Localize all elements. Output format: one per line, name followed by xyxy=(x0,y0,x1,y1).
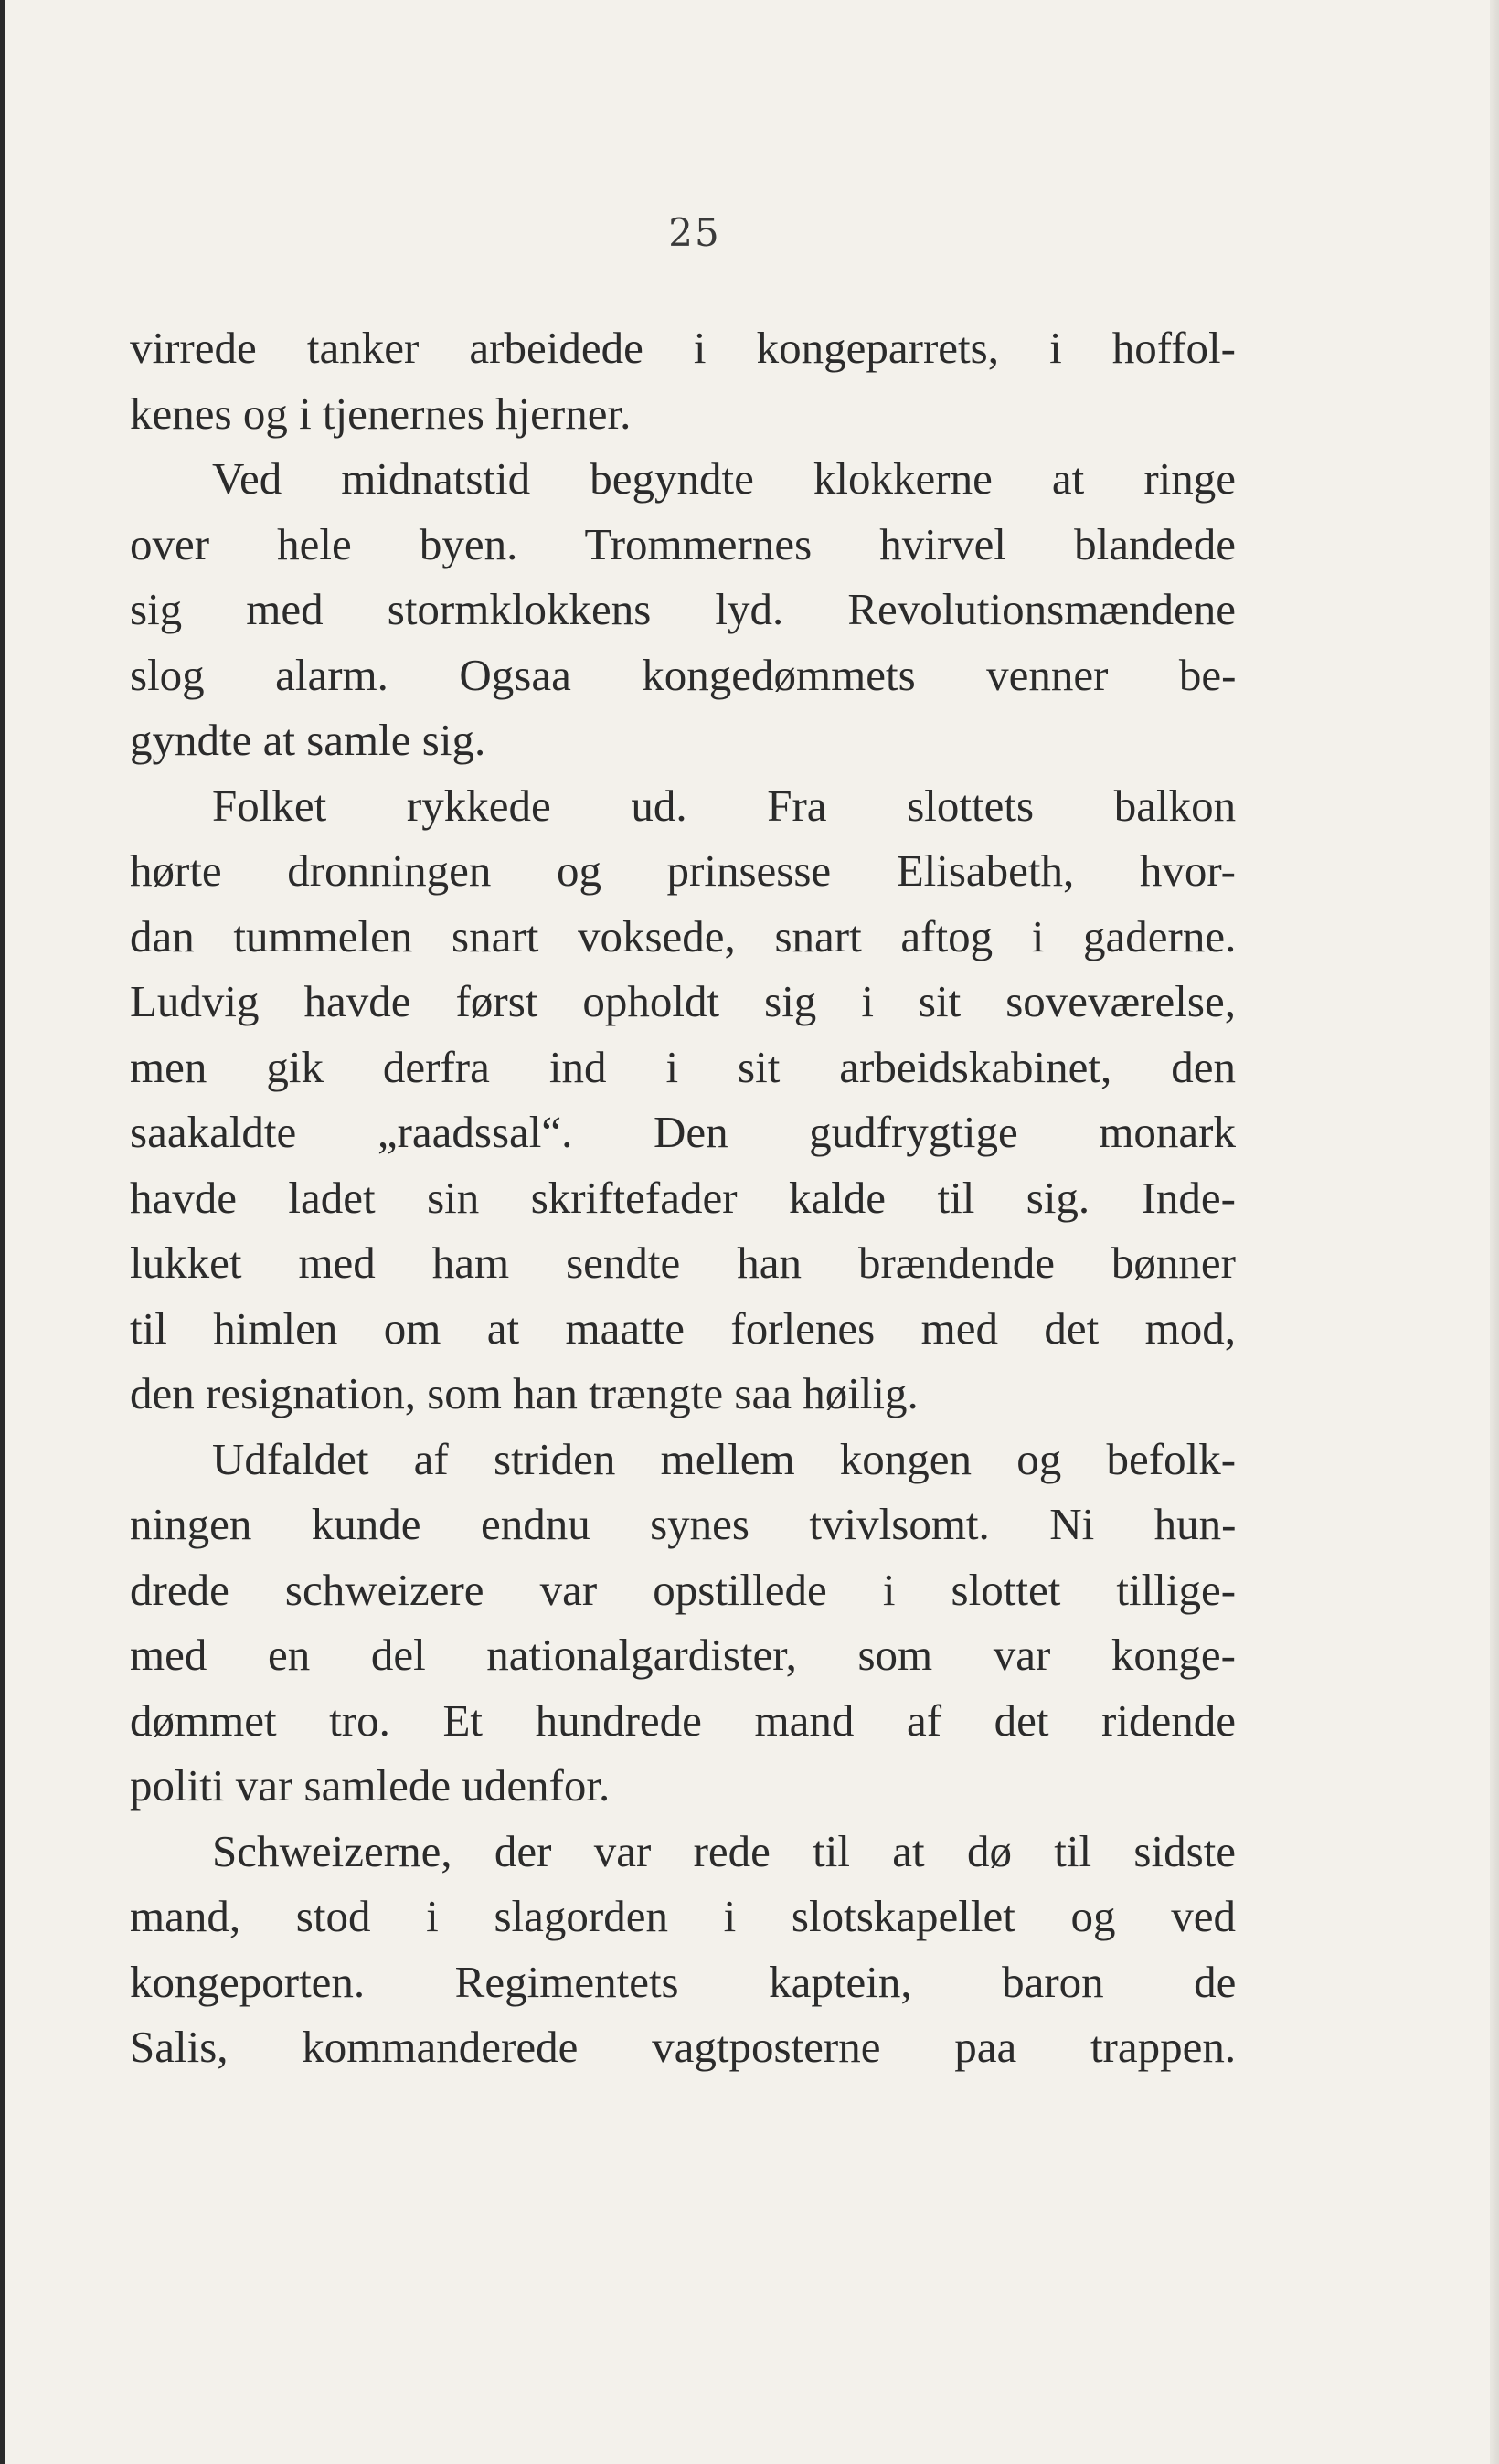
text-line: gyndte at samle sig. xyxy=(130,715,486,765)
text-line: saakaldte „raadssal“. Den gudfrygtige monark xyxy=(130,1107,1236,1157)
text-line: sig med stormklokkens lyd. Revolutionsmændene xyxy=(130,584,1236,634)
text-line: drede schweizere var opstillede i slottet tillige- xyxy=(130,1564,1237,1615)
text-line: ningen kunde endnu synes tvivlsomt. Ni hun- xyxy=(130,1499,1237,1549)
text-line: men gik derfra ind i sit arbeidskabinet, den xyxy=(130,1041,1236,1092)
body-text xyxy=(130,315,1236,2080)
text-line: havde ladet sin skriftefader kalde til sig. Inde- xyxy=(130,1172,1236,1223)
page-number: 25 xyxy=(668,210,721,255)
text-line: Schweizerne, der var rede til at dø til sidste xyxy=(212,1825,1236,1876)
text-line: politi var samlede udenfor. xyxy=(130,1760,611,1811)
text-line: lukket med ham sendte han brændende bønner xyxy=(130,1237,1236,1288)
text-line: kongeporten. Regimentets kaptein, baron de xyxy=(130,1956,1237,2007)
page-right-edge xyxy=(1490,0,1499,2464)
text-line: den resignation, som han trængte saa høilig. xyxy=(130,1368,919,1418)
text-line: dømmet tro. Et hundrede mand af det ridende xyxy=(130,1694,1236,1746)
text-line: hørte dronningen og prinsesse Elisabeth, hvor- xyxy=(130,845,1236,896)
text-line: Ved midnatstid begyndte klokkerne at ringe xyxy=(212,453,1236,504)
text-line: slog alarm. Ogsaa kongedømmets venner be- xyxy=(130,649,1237,700)
text-line: Udfaldet af striden mellem kongen og befolk- xyxy=(212,1433,1237,1484)
text-line: Ludvig havde først opholdt sig i sit soveværelse, xyxy=(130,976,1236,1026)
text-line: kenes og i tjenernes hjerner. xyxy=(130,388,632,439)
scan-left-edge xyxy=(0,0,5,2464)
text-line: mand, stod i slagorden i slotskapellet og ved xyxy=(130,1891,1236,1941)
text-line: over hele byen. Trommernes hvirvel blandede xyxy=(130,518,1236,569)
text-line: Folket rykkede ud. Fra slottets balkon xyxy=(212,780,1237,831)
text-line: med en del nationalgardister, som var konge- xyxy=(130,1630,1236,1680)
text-line: virrede tanker arbeidede i kongeparrets, i hoffol- xyxy=(130,323,1236,373)
text-line: dan tummelen snart voksede, snart aftog i gaderne. xyxy=(130,910,1237,961)
text-line: til himlen om at maatte forlenes med det mod, xyxy=(130,1302,1236,1354)
text-line: Salis, kommanderede vagtposterne paa trappen. xyxy=(130,2022,1237,2072)
